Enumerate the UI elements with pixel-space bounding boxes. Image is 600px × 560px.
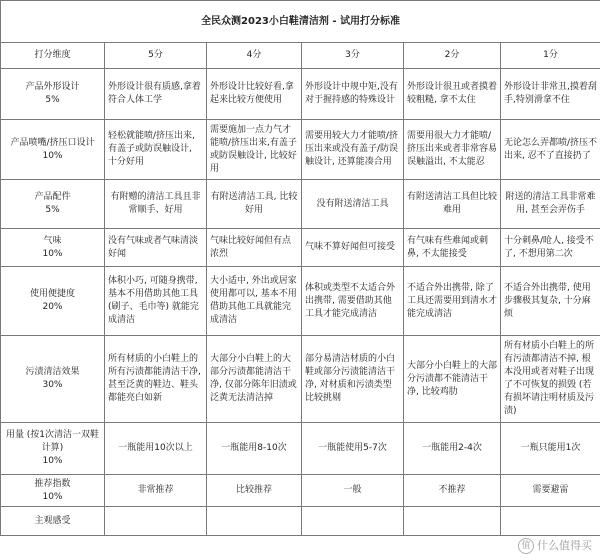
criteria-cell: 有附送清洁工具但比较难用 — [404, 180, 501, 229]
criteria-cell: 有气味有些难闻或刺鼻, 不太能接受 — [404, 229, 501, 267]
header-score-1: 1分 — [501, 43, 600, 69]
dimension-name: 产品外形设计 — [25, 82, 80, 92]
dimension-name: 气味 — [43, 235, 62, 246]
criteria-cell: 气味不算好闻但可接受 — [302, 229, 404, 267]
dimension-name: 污渍清洁效果 — [25, 367, 80, 377]
criteria-cell — [207, 507, 302, 536]
criteria-cell: 所有材质的小白鞋上的所有污渍都能清洁干净, 甚至泛黄的鞋边、鞋头都能亮白如新 — [105, 336, 207, 423]
header-score-3: 3分 — [302, 43, 404, 69]
dimension-name: 产品配件 — [34, 192, 71, 202]
criteria-cell: 一瓶只能用1次 — [501, 423, 600, 475]
dimension-cell — [1, 267, 105, 336]
criteria-cell: 外形设计中规中矩,没有对于握持感的特殊设计 — [302, 69, 404, 120]
criteria-cell: 轻松就能喷/挤压出来, 有盖子或防误触设计, 十分好用 — [105, 120, 207, 180]
criteria-cell: 大小适中, 外出或居家使用都可以, 基本不用借助其他工具就能完成清洁 — [207, 267, 302, 336]
criteria-cell: 一瓶能用8-10次 — [207, 423, 302, 475]
dimension-name: 产品喷嘴/挤压口设计 — [10, 137, 95, 148]
header-dimension: 打分维度 — [1, 43, 105, 69]
dimension-weight: 5% — [45, 205, 60, 215]
criteria-cell — [302, 507, 404, 536]
criteria-cell: 不推荐 — [404, 475, 501, 507]
table-row — [1, 69, 600, 120]
table-row — [1, 423, 600, 475]
watermark-text: 什么值得买 — [537, 539, 592, 552]
dimension-cell — [1, 336, 105, 423]
criteria-cell: 所有材质小白鞋上的所有污渍都清洁不掉, 根本没用或者对鞋子出现了不可恢复的损毁 (若有损坏请注明材质及污渍) — [501, 336, 600, 423]
dimension-name: 用量 (按1次清洁一双鞋计算) — [5, 430, 100, 453]
table-row — [1, 180, 600, 229]
table-title: 全民众测2023小白鞋清洁剂 - 试用打分标准 — [1, 1, 600, 43]
criteria-cell: 无论怎么弄都喷/挤压不出来, 忍不了直接扔了 — [501, 120, 600, 180]
dimension-cell — [1, 120, 105, 180]
criteria-cell: 需要避雷 — [501, 475, 600, 507]
criteria-cell: 外形设计很有质感,拿着符合人体工学 — [105, 69, 207, 120]
dimension-weight: 10% — [42, 150, 63, 161]
header-score-5: 5分 — [105, 43, 207, 69]
criteria-cell: 一般 — [302, 475, 404, 507]
criteria-cell: 不适合外出携带, 使用步骤极其复杂, 十分麻烦 — [501, 267, 600, 336]
criteria-cell: 体积或类型不太适合外出携带, 需要借助其他工具才能完成清洁 — [302, 267, 404, 336]
criteria-cell: 不适合外出携带, 除了工具还需要用到清水才能完成清洁 — [404, 267, 501, 336]
criteria-cell: 一瓶能用10次以上 — [105, 423, 207, 475]
criteria-cell: 需要用很大力才能喷/挤压出来或者非常容易误触溢出, 不太能忍 — [404, 120, 501, 180]
criteria-cell: 外形设计比较好看,拿起来比较方便使用 — [207, 69, 302, 120]
criteria-cell: 有附赠的清洁工具且非常顺手、好用 — [105, 180, 207, 229]
dimension-weight: 30% — [42, 380, 63, 390]
criteria-cell: 大部分小白鞋上的大部分污渍都不能清洁干净, 比较鸡肋 — [404, 336, 501, 423]
dimension-weight: 5% — [45, 95, 60, 105]
criteria-cell: 没有附送清洁工具 — [302, 180, 404, 229]
table-row — [1, 475, 600, 507]
criteria-cell: 部分易清洁材质的小白鞋或部分污渍能清洁干净, 对材质和污渍类型比较挑剔 — [302, 336, 404, 423]
criteria-cell: 比较推荐 — [207, 475, 302, 507]
criteria-cell: 非常推荐 — [105, 475, 207, 507]
header-score-4: 4分 — [207, 43, 302, 69]
criteria-cell: 需要用较大力才能喷/挤压出来或没有盖子/防误触设计, 还算能凑合用 — [302, 120, 404, 180]
criteria-cell: 一瓶能用2-4次 — [404, 423, 501, 475]
criteria-cell — [501, 507, 600, 536]
table-row — [1, 507, 600, 536]
table-row — [1, 229, 600, 267]
dimension-cell — [1, 423, 105, 475]
criteria-cell: 没有气味或者气味清淡好闻 — [105, 229, 207, 267]
header-score-2: 2分 — [404, 43, 501, 69]
criteria-cell: 大部分小白鞋上的大部分污渍都能清洁干净, 仅部分陈年旧渍或泛黄无法清洁掉 — [207, 336, 302, 423]
criteria-cell: 外形设计很丑或者摸着较粗糙, 拿不太住 — [404, 69, 501, 120]
table-row — [1, 267, 600, 336]
header-row — [1, 43, 600, 69]
criteria-cell: 需要施加一点力气才能喷/挤压出来,有盖子或防误触设计, 比较好用 — [207, 120, 302, 180]
criteria-cell: 外形设计非常丑,摸着刮手,特别滑拿不住 — [501, 69, 600, 120]
dimension-weight: 10% — [42, 248, 63, 259]
dimension-cell — [1, 229, 105, 267]
criteria-cell: 十分刺鼻/呛人, 接受不了, 不想用第二次 — [501, 229, 600, 267]
table-row — [1, 336, 600, 423]
dimension-cell — [1, 507, 105, 536]
criteria-cell — [105, 507, 207, 536]
watermark — [518, 537, 592, 554]
criteria-cell: 有附送清洁工具, 比较好用 — [207, 180, 302, 229]
dimension-weight: 10% — [42, 491, 63, 502]
dimension-name: 推荐指数 — [34, 478, 71, 489]
criteria-cell — [404, 507, 501, 536]
table-row — [1, 120, 600, 180]
dimension-cell — [1, 180, 105, 229]
criteria-cell: 体积小巧, 可随身携带, 基本不用借助其他工具 (刷子、毛巾等) 就能完成清洁 — [105, 267, 207, 336]
dimension-name: 使用便捷度 — [29, 289, 75, 299]
watermark-logo-icon: 值 — [518, 538, 534, 554]
criteria-cell: 气味比较好闻但有点浓烈 — [207, 229, 302, 267]
dimension-weight: 10% — [42, 456, 63, 466]
dimension-cell — [1, 69, 105, 120]
dimension-cell — [1, 475, 105, 507]
criteria-cell: 附送的清洁工具非常难用, 甚至会弄伤手 — [501, 180, 600, 229]
criteria-cell: 一瓶能使用5-7次 — [302, 423, 404, 475]
dimension-name: 主观感受 — [34, 515, 71, 526]
dimension-weight: 20% — [42, 302, 63, 312]
